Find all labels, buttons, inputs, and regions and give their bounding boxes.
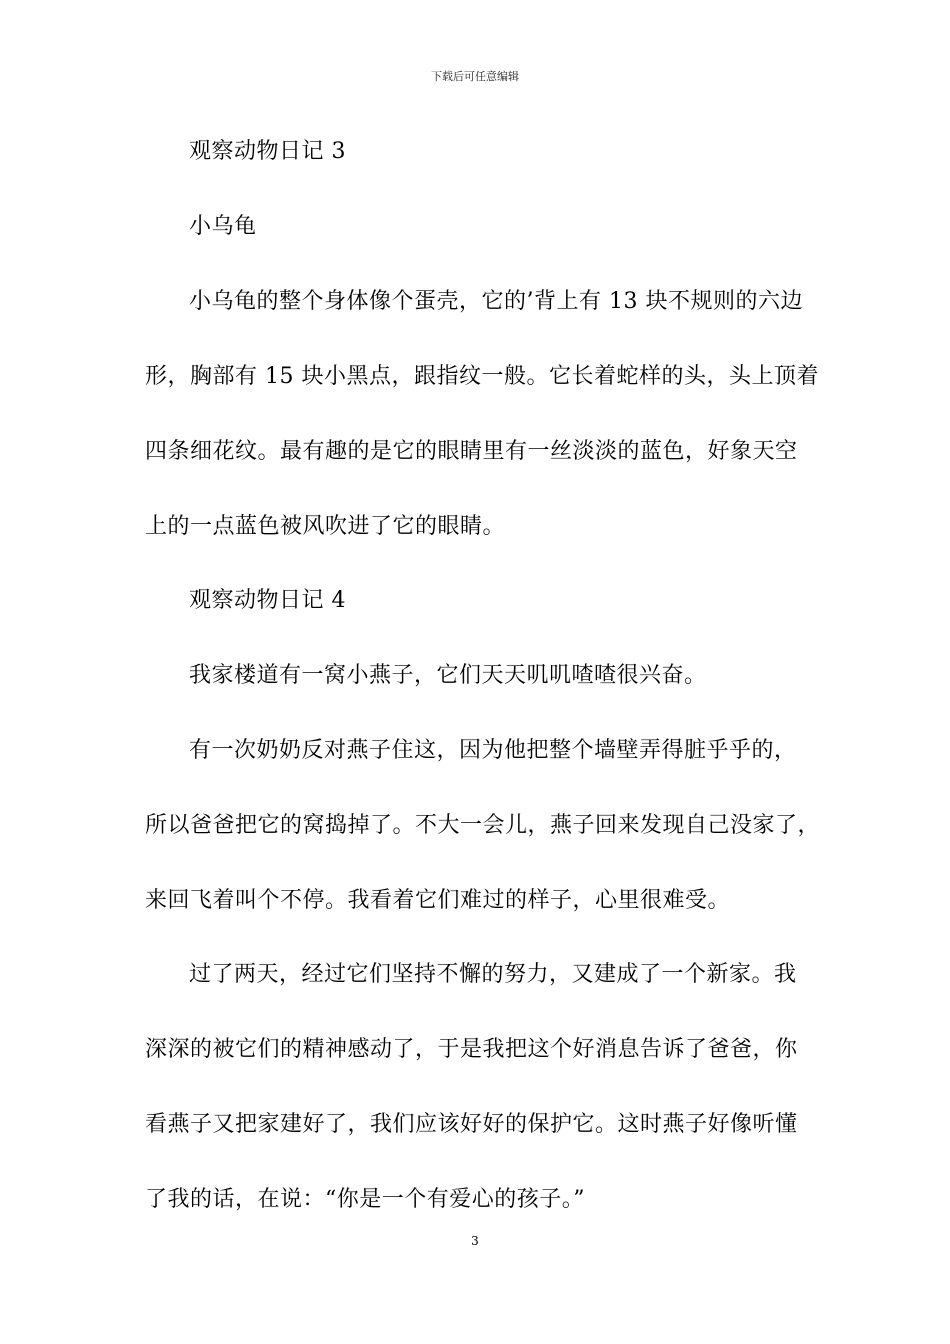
page-header: 下载后可任意编辑 [431,70,519,83]
section-title-diary-4: 观察动物日记 4 [189,588,346,613]
paragraph-line: 所以爸爸把它的窝捣掉了。不大一会儿，燕子回来发现自己没家了， [145,813,821,838]
section-title-diary-3: 观察动物日记 3 [189,139,346,164]
page-number: 3 [471,1234,479,1248]
paragraph-line: 形，胸部有 15 块小黑点，跟指纹一般。它长着蛇样的头，头上顶着 [145,364,819,389]
section-subtitle-turtle: 小乌龟 [189,214,257,239]
paragraph-line: 来回飞着叫个不停。我看着它们难过的样子，心里很难受。 [145,888,731,913]
paragraph-line: 深深的被它们的精神感动了，于是我把这个好消息告诉了爸爸，你 [145,1037,798,1062]
paragraph-line: 我家楼道有一窝小燕子，它们天天叽叽喳喳很兴奋。 [189,663,707,688]
paragraph-line: 看燕子又把家建好了，我们应该好好的保护它。这时燕子好像听懂 [145,1112,798,1137]
paragraph-line: 小乌龟的整个身体像个蛋壳，它的’背上有 13 块不规则的六边 [189,289,803,314]
paragraph-line: 四条细花纹。最有趣的是它的眼睛里有一丝淡淡的蓝色，好象天空 [145,439,798,464]
paragraph-line: 上的一点蓝色被风吹进了它的眼睛。 [145,514,506,539]
paragraph-line: 过了两天，经过它们坚持不懈的努力，又建成了一个新家。我 [189,962,797,987]
paragraph-line: 有一次奶奶反对燕子住这，因为他把整个墙壁弄得脏乎乎的， [189,738,797,763]
paragraph-line: 了我的话，在说：“你是一个有爱心的孩子。” [145,1187,585,1212]
